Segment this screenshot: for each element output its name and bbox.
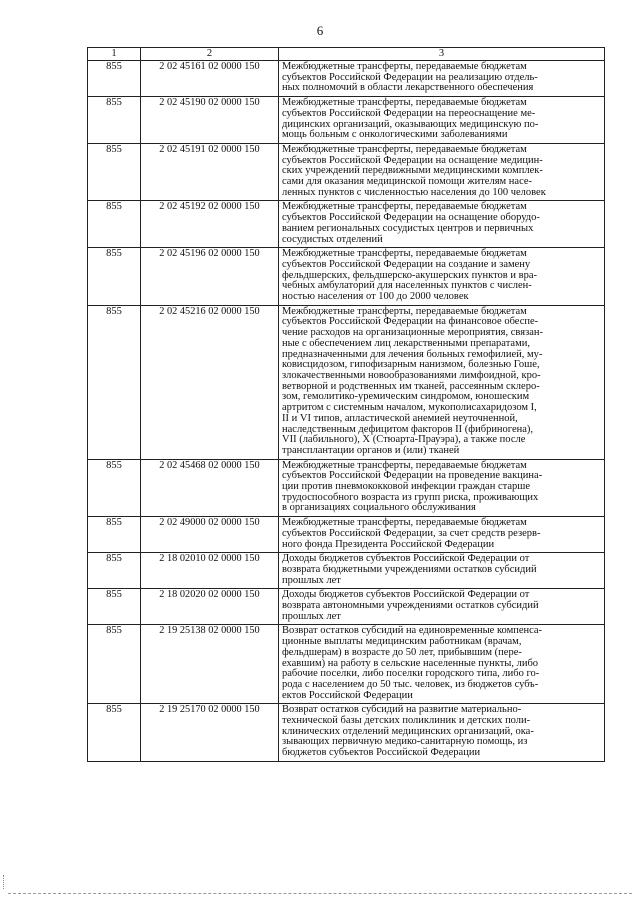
description-line: ные с обеспечением лиц лекарственными препаратами,	[282, 337, 530, 349]
description-line: дицинских организаций, оказывающих медицинскую по-	[282, 118, 539, 130]
description-line: субъектов Российской Федерации на переоснащение ме-	[282, 107, 536, 119]
description-line: рабочие поселки, либо поселки городского типа, либо го-	[282, 668, 540, 680]
table-row	[88, 553, 605, 589]
description-line: ностью населения от 100 до 2000 человек	[282, 291, 469, 303]
administrator-code: 855	[88, 305, 141, 459]
bottom-scan-line	[8, 893, 632, 894]
revenue-description	[279, 459, 605, 517]
revenue-description	[279, 305, 605, 459]
description-line: клинических отделений медицинских организаций, ока-	[282, 725, 534, 737]
description-line: ских учреждений передвижными медицинскими комплек-	[282, 165, 543, 177]
description-line: наследственным дефицитом факторов II (фибриногена),	[282, 423, 534, 435]
description-line: в организациях социального обслуживания	[282, 502, 476, 514]
column-header-1: 1	[88, 48, 141, 61]
page-number: 6	[316, 23, 324, 38]
table-row	[88, 517, 605, 553]
description-line: бюджетов субъектов Российской Федерации	[282, 747, 481, 759]
table-row	[88, 97, 605, 144]
description-line: субъектов Российской Федерации, за счет средств резерв-	[282, 527, 541, 539]
budget-classification-code: 2 02 45192 02 0000 150	[141, 201, 279, 248]
description-line: II и VI типов, апластической анемией неуточненной,	[282, 412, 518, 424]
description-line: ного фонда Президента Российской Федерации	[282, 538, 495, 550]
column-header-2: 2	[141, 48, 279, 61]
revenue-description	[279, 704, 605, 762]
description-line: трансплантации органов и (или) тканей	[282, 444, 460, 456]
revenue-description	[279, 143, 605, 201]
budget-classification-code: 2 02 45468 02 0000 150	[141, 459, 279, 517]
revenue-description	[279, 625, 605, 704]
description-line: возврата бюджетными учреждениями остатков субсидий	[282, 563, 537, 575]
administrator-code: 855	[88, 61, 141, 97]
budget-classification-code: 2 18 02010 02 0000 150	[141, 553, 279, 589]
description-line: Межбюджетные трансферты, передаваемые бюджетам	[282, 248, 527, 260]
table-row	[88, 459, 605, 517]
description-line: чение расходов на организационные мероприятия, связан-	[282, 327, 543, 339]
description-line: Межбюджетные трансферты, передаваемые бюджетам	[282, 143, 527, 155]
description-line: VII (лабильного), X (Стюарта-Прауэра), а также после	[282, 434, 526, 446]
administrator-code: 855	[88, 589, 141, 625]
description-line: субъектов Российской Федерации на оснащение оборудо-	[282, 212, 540, 224]
budget-classification-code: 2 19 25170 02 0000 150	[141, 704, 279, 762]
description-line: чебных амбулаторий для населенных пунктов с числен-	[282, 280, 532, 292]
description-line: ванием региональных сосудистых центров и первичных	[282, 222, 534, 234]
description-line: ковисцидозом, гипофизарным нанизмом, болезнью Гоше,	[282, 359, 540, 371]
revenue-description	[279, 517, 605, 553]
revenue-description	[279, 553, 605, 589]
administrator-code: 855	[88, 248, 141, 306]
table-row	[88, 201, 605, 248]
description-line: Межбюджетные трансферты, передаваемые бюджетам	[282, 97, 527, 109]
description-line: Возврат остатков субсидий на единовременные компенса-	[282, 625, 543, 637]
budget-classification-code: 2 02 45191 02 0000 150	[141, 143, 279, 201]
description-line: ветворной и родственных им тканей, рассеянным склеро-	[282, 380, 540, 392]
table-body	[88, 61, 605, 762]
revenue-description	[279, 589, 605, 625]
description-line: субъектов Российской Федерации на реализацию отдель-	[282, 71, 538, 83]
budget-classification-code: 2 18 02020 02 0000 150	[141, 589, 279, 625]
description-line: фельдшерам) в возрасте до 50 лет, прибывшим (пере-	[282, 646, 522, 658]
description-line: артритом с системным началом, мукополисахаридозом I,	[282, 402, 537, 414]
description-line: сосудистых отделений	[282, 233, 383, 245]
budget-codes-table	[87, 47, 605, 762]
description-line: Доходы бюджетов субъектов Российской Федерации от	[282, 553, 530, 565]
description-line: ленных пунктов с численностью населения до 100 человек	[282, 186, 546, 198]
description-line: субъектов Российской Федерации на проведение вакцина-	[282, 470, 543, 482]
budget-classification-code: 2 02 45196 02 0000 150	[141, 248, 279, 306]
table-row	[88, 248, 605, 306]
description-line: предназначенными для лечения больных гемофилией, му-	[282, 348, 543, 360]
description-line: субъектов Российской Федерации на создание и замену	[282, 258, 531, 270]
administrator-code: 855	[88, 97, 141, 144]
margin-mark	[3, 875, 7, 889]
description-line: субъектов Российской Федерации на оснащение медицин-	[282, 154, 543, 166]
table-row	[88, 704, 605, 762]
table-row	[88, 625, 605, 704]
budget-classification-code: 2 02 45190 02 0000 150	[141, 97, 279, 144]
description-line: сами для оказания медицинской помощи жителям насе-	[282, 176, 533, 188]
description-line: ехавшим) на работу в сельские населенные пункты, либо	[282, 657, 539, 669]
description-line: Межбюджетные трансферты, передаваемые бюджетам	[282, 61, 527, 72]
table-row	[88, 589, 605, 625]
administrator-code: 855	[88, 459, 141, 517]
administrator-code: 855	[88, 517, 141, 553]
description-line: прошлых лет	[282, 574, 341, 586]
table-row	[88, 305, 605, 459]
description-line: прошлых лет	[282, 610, 341, 622]
administrator-code: 855	[88, 143, 141, 201]
description-line: мощь больным с онкологическими заболеваниями	[282, 129, 508, 141]
description-line: Доходы бюджетов субъектов Российской Федерации от	[282, 589, 530, 601]
budget-classification-code: 2 19 25138 02 0000 150	[141, 625, 279, 704]
budget-classification-code: 2 02 45161 02 0000 150	[141, 61, 279, 97]
description-line: зывающих первичную медико-санитарную помощь, из	[282, 736, 528, 748]
description-line: трудоспособного возраста из групп риска, проживающих	[282, 491, 539, 503]
description-line: технической базы детских поликлиник и детских поли-	[282, 715, 531, 727]
description-line: Межбюджетные трансферты, передаваемые бюджетам	[282, 459, 527, 471]
administrator-code: 855	[88, 553, 141, 589]
description-line: Межбюджетные трансферты, передаваемые бюджетам	[282, 517, 527, 529]
table-header-row	[88, 48, 605, 61]
administrator-code: 855	[88, 201, 141, 248]
description-line: ционные выплаты медицинским работникам (врачам,	[282, 636, 522, 648]
description-line: ектов Российской Федерации	[282, 689, 413, 701]
description-line: возврата автономными учреждениями остатков субсидий	[282, 600, 539, 612]
revenue-description	[279, 61, 605, 97]
table-row	[88, 143, 605, 201]
description-line: ции против пневмококковой инфекции граждан старше	[282, 481, 530, 493]
revenue-description	[279, 97, 605, 144]
column-header-3: 3	[279, 48, 605, 61]
description-line: рода с населением до 50 тыс. человек, из бюджетов субъ-	[282, 678, 539, 690]
description-line: Межбюджетные трансферты, передаваемые бюджетам	[282, 201, 527, 213]
description-line: ных полномочий в области лекарственного обеспечения	[282, 82, 534, 94]
description-line: злокачественными новообразованиями лимфоидной, кро-	[282, 369, 541, 381]
description-line: субъектов Российской Федерации на финансовое обеспе-	[282, 316, 539, 328]
budget-classification-code: 2 02 49000 02 0000 150	[141, 517, 279, 553]
description-line: Межбюджетные трансферты, передаваемые бюджетам	[282, 305, 527, 317]
description-line: зом, гемолитико-уремическим синдромом, юношеским	[282, 391, 530, 403]
description-line: Возврат остатков субсидий на развитие материально-	[282, 704, 522, 716]
revenue-description	[279, 201, 605, 248]
revenue-description	[279, 248, 605, 306]
table-row	[88, 61, 605, 97]
description-line: фельдшерских, фельдшерско-акушерских пунктов и вра-	[282, 269, 537, 281]
budget-classification-code: 2 02 45216 02 0000 150	[141, 305, 279, 459]
administrator-code: 855	[88, 625, 141, 704]
administrator-code: 855	[88, 704, 141, 762]
